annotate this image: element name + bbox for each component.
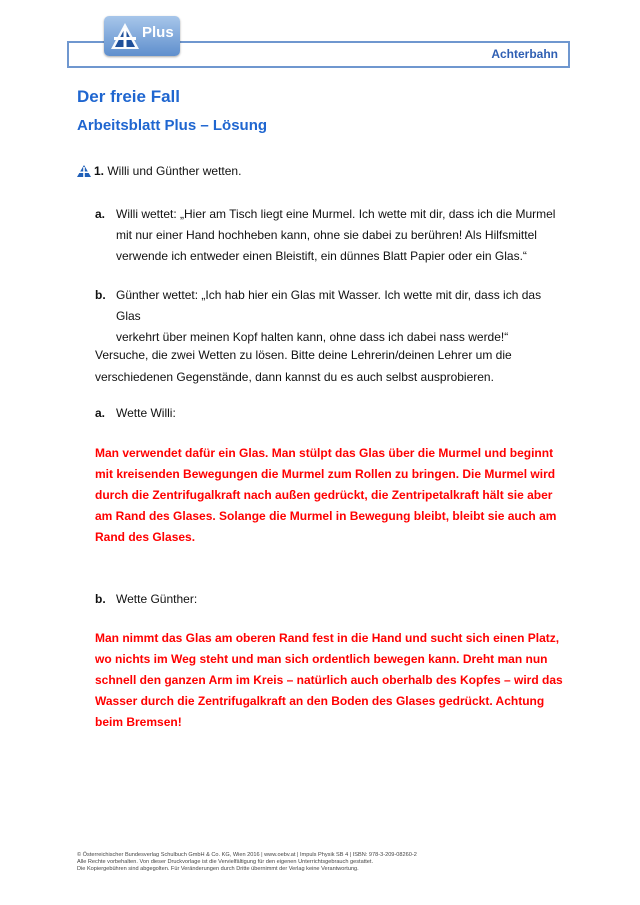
footer-line: Die Kopiergebühren sind abgegolten. Für Veränderungen durch Dritte übernimmt der Verlag keine Verantwortung.: [77, 866, 359, 872]
text-line: mit nur einer Hand hochheben kann, ohne sie dabei zu berühren! Als Hilfsmittel: [116, 228, 537, 242]
answer-line: wo nichts im Weg steht und man sich ordentlich bewegen kann. Dreht man nun: [95, 652, 548, 666]
text-line: Versuche, die zwei Wetten zu lösen. Bitte deine Lehrerin/deinen Lehrer um die: [95, 348, 512, 362]
answer-line: beim Bremsen!: [95, 715, 182, 729]
answer-line: mit kreisenden Bewegungen die Murmel zum Rollen zu bringen. Die Murmel wird: [95, 467, 556, 481]
solution-letter: a.: [95, 406, 106, 420]
answer-line: Wasser durch die Zentrifugalkraft an den Boden des Glases gedrückt. Achtung: [95, 694, 545, 708]
bet-a: [95, 204, 565, 267]
solution-b-label: [95, 589, 565, 610]
bet-b: [95, 285, 565, 348]
answer-line: schnell den ganzen Arm im Kreis – natürlich auch oberhalb des Kopfes – wird das: [95, 673, 563, 687]
logo-text: Plus: [142, 24, 174, 41]
footer-line: Alle Rechte vorbehalten. Von dieser Druckvorlage ist die Vervielfältigung für den eigenen Unterrichtsgebrauch gestattet.: [77, 859, 374, 865]
plus-logo: [104, 16, 180, 56]
solution-b-answer: [95, 628, 565, 733]
instruction: [95, 344, 565, 388]
text-line: Günther wettet: „Ich hab hier ein Glas mit Wasser. Ich wette mit dir, dass ich das Glas: [116, 288, 542, 323]
answer-line: am Rand des Glases. Solange die Murmel in Bewegung bleibt, bleibt sie auch am: [95, 509, 557, 523]
task-heading: [77, 163, 241, 179]
solution-label: Wette Günther:: [116, 592, 198, 606]
text-line: Willi wettet: „Hier am Tisch liegt eine Murmel. Ich wette mit dir, dass ich die Murmel: [116, 207, 556, 221]
footer-copyright: [77, 852, 567, 873]
section-label: Achterbahn: [491, 47, 558, 61]
solution-a-label: [95, 403, 565, 424]
answer-line: Rand des Glases.: [95, 530, 196, 544]
triangle-logo-icon: [110, 22, 140, 50]
text-line: verschiedenen Gegenstände, dann kannst du es auch selbst ausprobieren.: [95, 370, 494, 384]
page-subtitle: Arbeitsblatt Plus – Lösung: [77, 117, 268, 134]
answer-line: Man verwendet dafür ein Glas. Man stülpt das Glas über die Murmel und beginnt: [95, 446, 554, 460]
solution-a-answer: [95, 443, 565, 548]
page-title: Der freie Fall: [77, 87, 180, 106]
answer-line: durch die Zentrifugalkraft nach außen gedrückt, die Zentripetalkraft hält sie aber: [95, 488, 553, 502]
task-number: 1.: [94, 164, 105, 178]
solution-label: Wette Willi:: [116, 406, 176, 420]
solution-letter: b.: [95, 592, 106, 606]
answer-line: Man nimmt das Glas am oberen Rand fest in die Hand und sucht sich einen Platz,: [95, 631, 560, 645]
bet-letter: a.: [95, 207, 106, 221]
bet-letter: b.: [95, 288, 106, 302]
difficulty-triangle-icon: [77, 165, 91, 177]
text-line: verwende ich entweder einen Bleistift, ein dünnes Blatt Papier oder ein Glas.“: [116, 249, 527, 263]
task-text: Willi und Günther wetten.: [107, 164, 242, 178]
text-line: verkehrt über meinen Kopf halten kann, ohne dass ich dabei nass werde!“: [116, 330, 509, 344]
footer-line: © Österreichischer Bundesverlag Schulbuch GmbH & Co. KG, Wien 2016 | www.oebv.at | Impuls Physik SB 4 | ISBN: 978-3-209-08260-2: [77, 852, 417, 858]
